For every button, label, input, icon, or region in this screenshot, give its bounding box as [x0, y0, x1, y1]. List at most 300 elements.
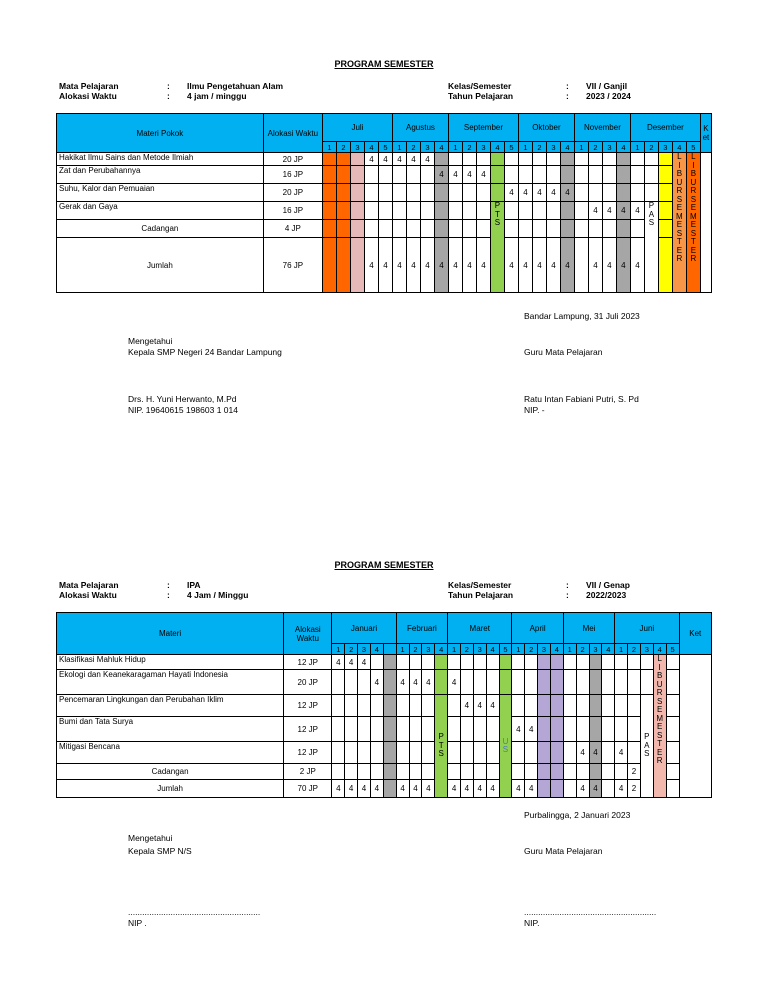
week-cell: 4	[546, 184, 560, 202]
week-cell	[490, 153, 504, 166]
week-number: 1	[396, 644, 409, 655]
week-cell	[616, 166, 630, 184]
week-number: 1	[563, 644, 576, 655]
week-cell	[422, 655, 435, 670]
vertical-letter: E	[676, 220, 683, 229]
week-cell	[602, 780, 615, 798]
week-cell: 4	[504, 238, 518, 293]
doc1-colon: :	[167, 81, 170, 91]
week-cell	[460, 764, 473, 780]
vertical-letter: E	[657, 722, 663, 731]
vertical-letter: U	[502, 736, 509, 746]
week-cell	[574, 202, 588, 220]
pts-label	[435, 695, 448, 798]
week-cell	[504, 202, 518, 220]
materi-cell: Jumlah	[57, 780, 284, 798]
week-cell	[602, 655, 615, 670]
week-cell	[538, 764, 551, 780]
week-cell: 4	[473, 695, 486, 717]
week-cell: 4	[462, 166, 476, 184]
week-cell	[378, 202, 392, 220]
vertical-letter: S	[494, 218, 501, 227]
table-row	[57, 742, 712, 764]
week-number: 2	[462, 142, 476, 153]
vertical-letter: T	[690, 237, 696, 246]
doc1-colon: :	[566, 81, 569, 91]
vertical-letter: R	[690, 186, 697, 195]
vertical-letter: E	[676, 203, 683, 212]
week-cell	[350, 238, 364, 293]
week-cell	[336, 153, 350, 166]
doc2-mapel-value: IPA	[187, 580, 201, 590]
week-cell	[358, 717, 371, 742]
doc2-colon: :	[167, 580, 170, 590]
week-number: 3	[602, 142, 616, 153]
libur-semester-label	[672, 153, 686, 293]
vertical-letter: P	[438, 732, 444, 742]
week-cell	[462, 184, 476, 202]
week-number: 5	[499, 644, 512, 655]
table-row	[57, 184, 712, 202]
month-header: Maret	[448, 613, 512, 644]
vertical-letter: B	[676, 169, 683, 178]
week-cell: 2	[628, 764, 641, 780]
week-cell	[602, 153, 616, 166]
week-cell	[512, 655, 525, 670]
table-row	[57, 655, 712, 670]
week-number: 5	[378, 142, 392, 153]
week-cell	[628, 695, 641, 717]
week-cell	[336, 220, 350, 238]
table-row	[57, 202, 712, 220]
week-cell	[589, 695, 602, 717]
week-cell: 4	[616, 202, 630, 220]
week-cell	[538, 742, 551, 764]
week-cell	[476, 184, 490, 202]
doc1-kelas-label: Kelas/Semester	[448, 81, 512, 91]
week-cell	[448, 202, 462, 220]
week-cell	[630, 166, 644, 184]
week-cell: 4	[448, 166, 462, 184]
week-cell	[473, 764, 486, 780]
week-cell	[476, 220, 490, 238]
week-cell	[486, 742, 499, 764]
week-cell: 4	[434, 238, 448, 293]
week-cell	[370, 742, 383, 764]
week-cell: 4	[588, 202, 602, 220]
vertical-letter: S	[502, 745, 509, 754]
materi-cell: Ekologi dan Keanekaragaman Hayati Indonesia	[57, 670, 284, 695]
week-cell	[644, 184, 658, 202]
vertical-letter: E	[690, 203, 697, 212]
week-cell	[473, 655, 486, 670]
vertical-letter: S	[676, 228, 683, 238]
week-cell: 4	[576, 742, 589, 764]
doc2-colon: :	[566, 580, 569, 590]
week-cell	[486, 764, 499, 780]
doc2-place-date: Purbalingga, 2 Januari 2023	[524, 810, 631, 820]
week-number: 4	[550, 644, 563, 655]
vertical-letter: T	[676, 237, 682, 246]
week-cell	[588, 166, 602, 184]
week-cell	[409, 742, 422, 764]
week-number: 4	[486, 644, 499, 655]
vertical-letter: E	[676, 245, 683, 255]
materi-cell: Jumlah	[57, 238, 264, 293]
table-row	[57, 717, 712, 742]
doc1-colon: :	[566, 91, 569, 101]
week-cell	[640, 655, 653, 670]
vertical-letter: R	[690, 254, 697, 263]
week-cell	[460, 717, 473, 742]
month-header: Oktober	[518, 114, 574, 142]
week-cell	[422, 717, 435, 742]
week-cell	[628, 717, 641, 742]
week-cell: 4	[486, 695, 499, 717]
week-cell	[644, 166, 658, 184]
week-cell	[512, 764, 525, 780]
week-cell	[550, 780, 563, 798]
week-cell	[378, 166, 392, 184]
week-cell	[560, 153, 574, 166]
week-cell	[546, 166, 560, 184]
week-cell: 4	[630, 202, 644, 220]
week-cell	[378, 220, 392, 238]
week-cell	[550, 764, 563, 780]
week-cell	[332, 695, 345, 717]
doc2-colon: :	[566, 590, 569, 600]
week-cell	[538, 717, 551, 742]
week-cell	[434, 184, 448, 202]
week-cell	[336, 184, 350, 202]
week-cell: 4	[409, 780, 422, 798]
week-cell	[504, 153, 518, 166]
doc1-guru-name: Ratu Intan Fabiani Putri, S. Pd	[524, 394, 639, 404]
week-cell	[383, 764, 396, 780]
week-cell: 4	[332, 780, 345, 798]
week-cell: 4	[476, 238, 490, 293]
week-cell	[409, 695, 422, 717]
vertical-letter: B	[690, 169, 697, 178]
week-number: 3	[640, 644, 653, 655]
week-cell: 4	[630, 238, 644, 293]
week-number: 2	[525, 644, 538, 655]
week-cell	[666, 764, 679, 780]
week-cell	[350, 153, 364, 166]
doc1-mapel-label: Mata Pelajaran	[59, 81, 119, 91]
week-cell	[504, 220, 518, 238]
week-cell	[615, 670, 628, 695]
week-cell	[358, 670, 371, 695]
table-row	[57, 780, 712, 798]
week-cell	[560, 220, 574, 238]
week-number: 5	[504, 142, 518, 153]
week-cell: 4	[576, 780, 589, 798]
week-cell	[420, 166, 434, 184]
table-row	[57, 695, 712, 717]
week-cell	[666, 780, 679, 798]
week-cell	[435, 655, 448, 670]
week-cell	[345, 742, 358, 764]
week-cell	[563, 695, 576, 717]
doc2-title: PROGRAM SEMESTER	[334, 560, 434, 570]
week-cell	[336, 238, 350, 293]
alokasi-cell: 12 JP	[284, 717, 332, 742]
week-cell	[406, 220, 420, 238]
week-cell	[589, 670, 602, 695]
col-alokasi-header: Alokasi Waktu	[263, 114, 322, 153]
week-number: 2	[628, 644, 641, 655]
vertical-letter: L	[677, 152, 682, 161]
week-cell	[550, 695, 563, 717]
week-number: 3	[589, 644, 602, 655]
week-cell	[602, 742, 615, 764]
week-cell	[392, 202, 406, 220]
vertical-letter: P	[494, 201, 501, 210]
week-cell	[434, 220, 448, 238]
week-cell	[525, 742, 538, 764]
week-cell	[630, 220, 644, 238]
materi-cell: Klasifikasi Mahluk Hidup	[57, 655, 284, 670]
week-number: 4	[435, 644, 448, 655]
week-cell	[589, 717, 602, 742]
week-cell	[378, 184, 392, 202]
week-cell	[615, 717, 628, 742]
doc2-alokasi-label: Alokasi Waktu	[59, 590, 117, 600]
week-cell	[563, 742, 576, 764]
week-number: 2	[644, 142, 658, 153]
vertical-letter: S	[657, 696, 663, 706]
week-cell	[658, 166, 672, 184]
week-cell	[490, 166, 504, 184]
week-cell: 4	[358, 780, 371, 798]
week-number: 3	[476, 142, 490, 153]
week-cell	[350, 202, 364, 220]
week-cell: 4	[396, 670, 409, 695]
table-row	[57, 238, 712, 293]
alokasi-cell: 20 JP	[284, 670, 332, 695]
doc1-schedule-table	[56, 113, 712, 293]
week-cell	[448, 742, 461, 764]
week-cell	[576, 655, 589, 670]
week-cell	[392, 220, 406, 238]
week-cell	[322, 153, 336, 166]
alokasi-cell: 20 JP	[263, 184, 322, 202]
week-cell	[370, 655, 383, 670]
week-number: 5	[686, 142, 700, 153]
week-cell	[525, 655, 538, 670]
week-number: 3	[422, 644, 435, 655]
vertical-letter: S	[648, 218, 655, 227]
week-cell: 4	[448, 238, 462, 293]
week-cell	[364, 220, 378, 238]
week-number: 2	[336, 142, 350, 153]
week-cell	[383, 670, 396, 695]
month-header: Januari	[332, 613, 396, 644]
doc1-kepsek-nip: NIP. 19640615 198603 1 014	[128, 405, 238, 415]
week-cell	[322, 220, 336, 238]
alokasi-cell: 16 JP	[263, 166, 322, 184]
week-cell	[422, 695, 435, 717]
vertical-letter: U	[656, 679, 663, 689]
doc1-colon: :	[167, 91, 170, 101]
week-cell	[476, 202, 490, 220]
week-cell	[396, 717, 409, 742]
week-cell: 4	[512, 717, 525, 742]
week-number: 4	[490, 142, 504, 153]
week-cell	[615, 764, 628, 780]
week-cell	[486, 655, 499, 670]
week-number: 1	[615, 644, 628, 655]
vertical-label	[687, 153, 700, 264]
vertical-letter: U	[690, 177, 697, 187]
doc2-kelas-label: Kelas/Semester	[448, 580, 512, 590]
week-cell: 4	[532, 184, 546, 202]
week-cell	[532, 202, 546, 220]
week-number: 4	[434, 142, 448, 153]
vertical-letter: L	[691, 152, 696, 161]
month-header: April	[512, 613, 563, 644]
week-cell	[666, 742, 679, 764]
month-header: November	[574, 114, 630, 142]
week-cell	[396, 695, 409, 717]
vertical-letter: T	[657, 739, 663, 748]
materi-cell: Hakikat Ilmu Sains dan Metode Ilmiah	[57, 153, 264, 166]
week-number: 4	[364, 142, 378, 153]
week-cell: 4	[460, 780, 473, 798]
week-cell	[435, 670, 448, 695]
doc1-mapel-value: Ilmu Pengetahuan Alam	[187, 81, 284, 91]
week-cell: 4	[518, 184, 532, 202]
week-number: 5	[666, 644, 679, 655]
week-cell	[602, 717, 615, 742]
vertical-letter: S	[644, 749, 650, 759]
week-cell	[462, 153, 476, 166]
week-cell	[550, 670, 563, 695]
pas-label	[640, 695, 653, 798]
alokasi-cell: 70 JP	[284, 780, 332, 798]
week-cell	[630, 184, 644, 202]
week-cell	[563, 717, 576, 742]
materi-cell: Zat dan Perubahannya	[57, 166, 264, 184]
week-number: 3	[546, 142, 560, 153]
week-cell	[370, 764, 383, 780]
week-number: 4	[370, 644, 383, 655]
doc1-place-date: Bandar Lampung, 31 Juli 2023	[524, 311, 640, 321]
week-cell	[574, 238, 588, 293]
week-cell: 4	[525, 780, 538, 798]
week-cell	[532, 153, 546, 166]
doc1-alokasi-label: Alokasi Waktu	[59, 91, 117, 101]
vertical-letter: S	[690, 194, 697, 204]
doc2-tahun-value: 2022/2023	[586, 590, 627, 600]
week-cell	[518, 202, 532, 220]
week-cell	[658, 238, 672, 293]
week-cell: 4	[409, 670, 422, 695]
doc1-title: PROGRAM SEMESTER	[334, 59, 434, 69]
week-cell	[658, 153, 672, 166]
week-cell	[615, 655, 628, 670]
month-header: Februari	[396, 613, 447, 644]
col-materi-header: Materi Pokok	[57, 114, 264, 153]
vertical-label	[673, 153, 686, 264]
week-cell	[420, 184, 434, 202]
week-cell	[630, 153, 644, 166]
week-cell: 4	[364, 153, 378, 166]
week-cell: 4	[615, 780, 628, 798]
week-cell: 4	[476, 166, 490, 184]
materi-cell: Pencemaran Lingkungan dan Perubahan Iklim	[57, 695, 284, 717]
month-header: Juli	[322, 114, 392, 142]
week-cell	[602, 184, 616, 202]
week-cell	[460, 742, 473, 764]
week-cell: 4	[460, 695, 473, 717]
week-cell	[518, 220, 532, 238]
doc2-guru-sign-line: ........................................................	[524, 907, 657, 917]
week-cell	[563, 764, 576, 780]
materi-cell: Gerak dan Gaya	[57, 202, 264, 220]
vertical-label	[500, 738, 512, 755]
week-number: 4	[560, 142, 574, 153]
week-cell: 4	[370, 670, 383, 695]
week-number: 4	[653, 644, 666, 655]
vertical-letter: S	[676, 194, 683, 204]
week-cell	[370, 717, 383, 742]
doc2-kepsek-sign-line: ........................................................	[128, 907, 261, 917]
doc2-colon: :	[167, 590, 170, 600]
week-cell	[460, 655, 473, 670]
week-cell	[546, 220, 560, 238]
week-cell: 4	[615, 742, 628, 764]
week-cell	[563, 780, 576, 798]
week-cell: 4	[364, 238, 378, 293]
table-row	[57, 166, 712, 184]
doc2-tahun-label: Tahun Pelajaran	[448, 590, 514, 600]
vertical-letter: P	[648, 201, 655, 210]
week-cell	[383, 717, 396, 742]
week-number: 3	[420, 142, 434, 153]
vertical-letter: S	[690, 228, 697, 238]
week-cell	[392, 184, 406, 202]
week-number: 2	[532, 142, 546, 153]
week-cell	[525, 764, 538, 780]
doc1-kepsek-name: Drs. H. Yuni Herwanto, M.Pd	[128, 394, 237, 404]
materi-cell: Mitigasi Bencana	[57, 742, 284, 764]
vertical-letter: R	[676, 254, 683, 263]
week-cell	[588, 153, 602, 166]
week-cell: 4	[345, 655, 358, 670]
week-cell: 4	[420, 238, 434, 293]
vertical-letter: A	[648, 209, 655, 219]
week-cell	[546, 153, 560, 166]
week-cell: 4	[473, 780, 486, 798]
week-cell: 4	[370, 780, 383, 798]
table-row	[57, 220, 712, 238]
week-cell: 4	[602, 238, 616, 293]
week-cell	[532, 166, 546, 184]
vertical-letter: U	[676, 177, 683, 187]
table-row	[57, 153, 712, 166]
week-cell	[396, 742, 409, 764]
us-label	[499, 695, 512, 798]
week-cell: 4	[588, 238, 602, 293]
week-cell: 4	[448, 670, 461, 695]
week-cell: 4	[378, 238, 392, 293]
doc1-alokasi-value: 4 jam / minggu	[187, 91, 247, 101]
week-cell	[602, 695, 615, 717]
week-cell: 4	[616, 238, 630, 293]
vertical-letter: R	[656, 756, 663, 765]
